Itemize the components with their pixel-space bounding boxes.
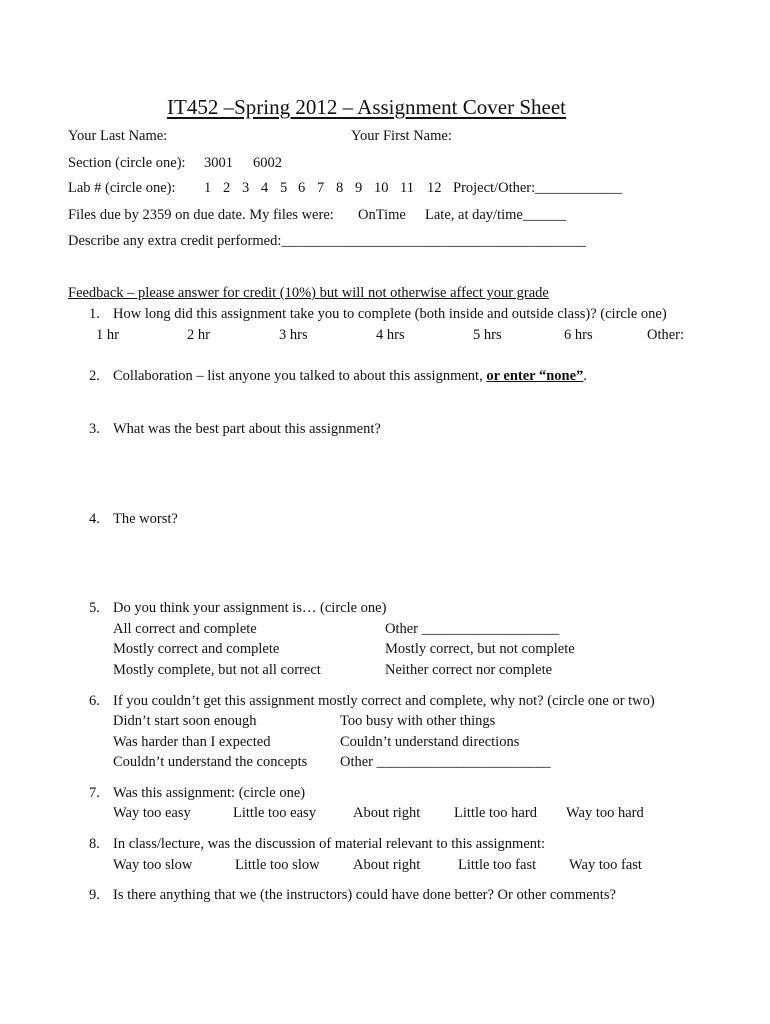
q7-option-about-right[interactable]: About right — [353, 805, 421, 821]
question-8 — [89, 837, 545, 852]
q7-option-little-too-hard[interactable]: Little too hard — [454, 805, 537, 821]
question-text: Collaboration – list anyone you talked to about this assignment, — [113, 368, 487, 384]
q1-option-2hr[interactable]: 2 hr — [187, 327, 210, 343]
question-number: 4. — [89, 511, 100, 527]
q5-option-neither[interactable]: Neither correct nor complete — [385, 662, 553, 678]
question-emphasis: or enter “none” — [486, 368, 584, 384]
question-number: 5. — [89, 600, 100, 616]
q1-option-6hrs[interactable]: 6 hrs — [564, 327, 593, 343]
q5-option-other[interactable]: Other ___________________ — [385, 621, 560, 637]
question-number: 9. — [89, 887, 100, 903]
q1-option-4hrs[interactable]: 4 hrs — [376, 327, 405, 343]
question-text: The worst? — [113, 511, 178, 527]
lab-option-3[interactable]: 3 — [242, 180, 250, 196]
q8-option-way-too-slow[interactable]: Way too slow — [113, 857, 193, 873]
files-late-option[interactable]: Late, at day/time______ — [425, 207, 567, 223]
question-end: . — [583, 368, 587, 384]
q6-option-harder[interactable]: Was harder than I expected — [113, 734, 271, 750]
q8-option-little-too-slow[interactable]: Little too slow — [235, 857, 320, 873]
lab-option-11[interactable]: 11 — [400, 180, 414, 196]
question-5 — [89, 601, 386, 616]
question-text: In class/lecture, was the discussion of material relevant to this assignment: — [113, 836, 546, 852]
question-6 — [89, 694, 655, 709]
question-9 — [89, 888, 616, 903]
lab-option-9[interactable]: 9 — [355, 180, 363, 196]
extra-credit-field[interactable]: Describe any extra credit performed:__________________________________________ — [68, 233, 586, 249]
last-name-label: Your Last Name: — [68, 128, 168, 144]
lab-option-8[interactable]: 8 — [336, 180, 344, 196]
files-due-text: Files due by 2359 on due date. My files were: — [68, 207, 334, 223]
q6-option-concepts[interactable]: Couldn’t understand the concepts — [113, 754, 308, 770]
section-label: Section (circle one): — [68, 155, 186, 171]
question-number: 2. — [89, 368, 100, 384]
question-text: Do you think your assignment is… (circle one) — [113, 600, 387, 616]
feedback-heading: Feedback – please answer for credit (10%) but will not otherwise affect your grade — [68, 285, 549, 301]
q7-option-way-too-hard[interactable]: Way too hard — [566, 805, 644, 821]
question-number: 7. — [89, 785, 100, 801]
q1-option-1hr[interactable]: 1 hr — [96, 327, 119, 343]
lab-option-6[interactable]: 6 — [298, 180, 306, 196]
q7-option-way-too-easy[interactable]: Way too easy — [113, 805, 191, 821]
section-option-3001[interactable]: 3001 — [204, 155, 233, 171]
lab-option-7[interactable]: 7 — [317, 180, 325, 196]
question-text: If you couldn’t get this assignment mostly correct and complete, why not? (circle one or two) — [113, 693, 655, 709]
lab-option-12[interactable]: 12 — [427, 180, 442, 196]
question-text: Is there anything that we (the instructors) could have done better? Or other comments? — [113, 887, 616, 903]
q8-option-little-too-fast[interactable]: Little too fast — [458, 857, 537, 873]
page-title: IT452 –Spring 2012 – Assignment Cover Sheet — [167, 95, 566, 119]
lab-option-1[interactable]: 1 — [204, 180, 212, 196]
question-text: What was the best part about this assignment? — [113, 421, 381, 437]
q5-option-all-correct[interactable]: All correct and complete — [113, 621, 257, 637]
q5-option-mostly-complete[interactable]: Mostly complete, but not all correct — [113, 662, 321, 678]
lab-label: Lab # (circle one): — [68, 180, 176, 196]
q6-option-didnt-start[interactable]: Didn’t start soon enough — [113, 713, 257, 729]
q8-option-about-right[interactable]: About right — [353, 857, 421, 873]
q6-option-directions[interactable]: Couldn’t understand directions — [340, 734, 520, 750]
q1-option-3hrs[interactable]: 3 hrs — [279, 327, 308, 343]
files-ontime-option[interactable]: OnTime — [358, 207, 406, 223]
q1-option-other[interactable]: Other: — [647, 327, 685, 343]
question-2 — [89, 369, 587, 384]
q5-option-mostly-correct-complete[interactable]: Mostly correct and complete — [113, 641, 280, 657]
q5-option-mostly-correct-not-complete[interactable]: Mostly correct, but not complete — [385, 641, 575, 657]
q1-option-5hrs[interactable]: 5 hrs — [473, 327, 502, 343]
question-number: 6. — [89, 693, 100, 709]
lab-option-4[interactable]: 4 — [261, 180, 269, 196]
question-7 — [89, 786, 305, 801]
lab-option-5[interactable]: 5 — [280, 180, 288, 196]
lab-option-10[interactable]: 10 — [374, 180, 389, 196]
q6-option-too-busy[interactable]: Too busy with other things — [340, 713, 496, 729]
q8-option-way-too-fast[interactable]: Way too fast — [569, 857, 642, 873]
question-number: 8. — [89, 836, 100, 852]
first-name-label: Your First Name: — [351, 128, 452, 144]
q6-option-other[interactable]: Other ________________________ — [340, 754, 551, 770]
q7-option-little-too-easy[interactable]: Little too easy — [233, 805, 316, 821]
question-3 — [89, 422, 381, 437]
lab-project-other[interactable]: Project/Other:____________ — [453, 180, 623, 196]
question-number: 1. — [89, 306, 100, 322]
question-text: How long did this assignment take you to complete (both inside and outside class)? (circle one) — [113, 306, 667, 322]
question-4 — [89, 512, 178, 527]
question-1 — [89, 307, 667, 322]
section-option-6002[interactable]: 6002 — [253, 155, 282, 171]
lab-option-2[interactable]: 2 — [223, 180, 231, 196]
question-text: Was this assignment: (circle one) — [113, 785, 306, 801]
question-number: 3. — [89, 421, 100, 437]
